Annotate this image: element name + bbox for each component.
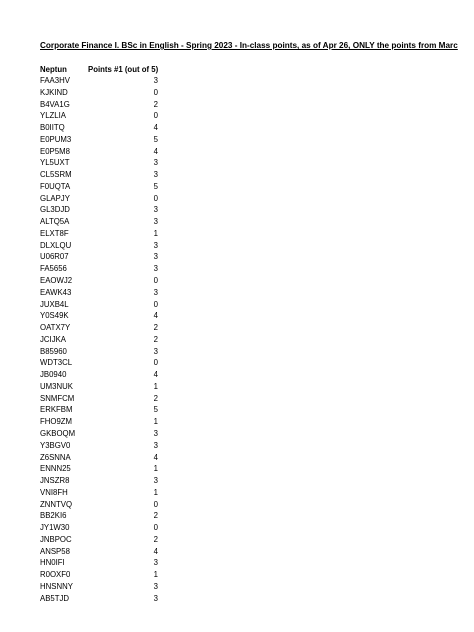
neptun-code-cell: ELXT8F [40, 228, 69, 238]
neptun-code-cell: Y0S49K [40, 311, 69, 321]
neptun-code-cell: BB2KI6 [40, 511, 67, 521]
points-cell: 1 [153, 228, 158, 238]
points-cell: 0 [153, 87, 158, 97]
points-cell: 2 [153, 99, 158, 109]
table-row [40, 522, 158, 534]
table-row [40, 299, 158, 311]
points-cell: 0 [153, 193, 158, 203]
neptun-code-cell: KJKIND [40, 87, 68, 97]
neptun-code-cell: EAOWJ2 [40, 276, 73, 286]
points-cell: 2 [153, 323, 158, 333]
table-row [40, 428, 158, 440]
points-cell: 1 [153, 570, 158, 580]
table-row [40, 546, 158, 558]
points-cell: 3 [153, 240, 158, 250]
neptun-code-cell: ALTQ5A [40, 217, 70, 227]
table-row [40, 134, 158, 146]
table-row [40, 369, 158, 381]
points-cell: 3 [153, 252, 158, 262]
points-cell: 0 [153, 276, 158, 286]
points-cell: 0 [153, 523, 158, 533]
neptun-code-cell: ANSP58 [40, 546, 70, 556]
points-cell: 3 [153, 158, 158, 168]
table-row [40, 487, 158, 499]
neptun-code-cell: R0OXF0 [40, 570, 71, 580]
points-cell: 3 [153, 76, 158, 85]
points-cell: 0 [153, 358, 158, 368]
neptun-code-cell: B0IITQ [40, 123, 65, 133]
table-row [40, 334, 158, 346]
neptun-code-cell: U06R07 [40, 252, 69, 262]
table-row [40, 475, 158, 487]
points-cell: 0 [153, 111, 158, 121]
table-row [40, 181, 158, 193]
column-header-points: Points #1 (out of 5) [88, 65, 159, 74]
neptun-code-cell: EAWK43 [40, 287, 72, 297]
points-cell: 4 [153, 546, 158, 556]
neptun-code-cell: YLZLIA [40, 111, 67, 121]
neptun-code-cell: JNSZR8 [40, 476, 70, 486]
neptun-code-cell: JB0940 [40, 370, 67, 380]
points-cell: 4 [153, 123, 158, 133]
neptun-code-cell: VNI8FH [40, 487, 68, 497]
table-row [40, 346, 158, 358]
points-cell: 2 [153, 511, 158, 521]
points-cell: 3 [153, 558, 158, 568]
neptun-code-cell: SNMFCM [40, 393, 75, 403]
neptun-code-cell: DLXLQU [40, 240, 72, 250]
points-cell: 3 [153, 287, 158, 297]
points-cell: 0 [153, 499, 158, 509]
points-cell: 5 [153, 134, 158, 144]
neptun-code-cell: GLAPJY [40, 193, 70, 203]
points-cell: 2 [153, 393, 158, 403]
points-cell: 3 [153, 205, 158, 215]
table-row [40, 510, 158, 522]
table-row [40, 157, 158, 169]
table-row [40, 357, 158, 369]
points-cell: 3 [153, 346, 158, 356]
table-row [40, 204, 158, 216]
neptun-code-cell: GL3DJD [40, 205, 70, 215]
table-row [40, 228, 158, 240]
neptun-code-cell: HN0IFI [40, 558, 65, 568]
table-row [40, 251, 158, 263]
table-row [40, 322, 158, 334]
table-row [40, 593, 158, 605]
table-row [40, 122, 158, 134]
points-cell: 5 [153, 405, 158, 415]
table-row [40, 463, 158, 475]
table-row [40, 87, 158, 99]
neptun-code-cell: ERKFBM [40, 405, 73, 415]
neptun-code-cell: UM3NUK [40, 381, 73, 391]
points-cell: 3 [153, 170, 158, 180]
table-row [40, 310, 158, 322]
points-cell: 3 [153, 264, 158, 274]
points-cell: 2 [153, 334, 158, 344]
neptun-code-cell: CL5SRM [40, 170, 72, 180]
sheet-title: Corporate Finance I. BSc in English - Spring 2023 - In-class points, as of Apr 26, ONLY the points from Marc [40, 41, 458, 50]
points-cell: 4 [153, 146, 158, 156]
table-row [40, 99, 158, 111]
points-cell: 2 [153, 534, 158, 544]
table-row [40, 416, 158, 428]
points-cell: 1 [153, 417, 158, 427]
neptun-code-cell: E0PUM3 [40, 134, 72, 144]
table-row [40, 534, 158, 546]
table-row [40, 581, 158, 593]
column-header-neptun: Neptun [40, 65, 67, 74]
table-row [40, 110, 158, 122]
neptun-code-cell: E0P5M8 [40, 146, 70, 156]
neptun-code-cell: OATX7Y [40, 323, 71, 333]
points-cell: 3 [153, 476, 158, 486]
table-row [40, 169, 158, 181]
points-cell: 3 [153, 593, 158, 603]
table-row [40, 240, 158, 252]
neptun-code-cell: GKBOQM [40, 428, 76, 438]
table-row [40, 146, 158, 158]
table-row [40, 216, 158, 228]
table-body [40, 75, 158, 604]
table-row [40, 499, 158, 511]
table-row [40, 557, 158, 569]
table-row [40, 393, 158, 405]
points-cell: 0 [153, 299, 158, 309]
neptun-code-cell: FAA3HV [40, 76, 70, 85]
neptun-code-cell: FA5656 [40, 264, 67, 274]
neptun-code-cell: AB5TJD [40, 593, 70, 603]
neptun-code-cell: JUXB4L [40, 299, 69, 309]
neptun-code-cell: WDT3CL [40, 358, 73, 368]
neptun-code-cell: ZNNTVQ [40, 499, 73, 509]
points-cell: 4 [153, 311, 158, 321]
points-cell: 1 [153, 381, 158, 391]
neptun-code-cell: JY1W30 [40, 523, 70, 533]
points-cell: 1 [153, 487, 158, 497]
table-row [40, 75, 158, 87]
neptun-code-cell: YL5UXT [40, 158, 70, 168]
neptun-code-cell: FHO9ZM [40, 417, 73, 427]
table-row [40, 452, 158, 464]
neptun-code-cell: JNBPOC [40, 534, 72, 544]
points-cell: 3 [153, 217, 158, 227]
points-cell: 3 [153, 428, 158, 438]
table-row [40, 193, 158, 205]
neptun-code-cell: ENNN25 [40, 464, 71, 474]
neptun-code-cell: HNSNNY [40, 581, 73, 591]
table-row [40, 569, 158, 581]
neptun-code-cell: B85960 [40, 346, 67, 356]
points-cell: 5 [153, 181, 158, 191]
table-row [40, 263, 158, 275]
points-cell: 3 [153, 440, 158, 450]
neptun-code-cell: Z6SNNA [40, 452, 71, 462]
points-cell: 3 [153, 581, 158, 591]
neptun-code-cell: F0UQTA [40, 181, 71, 191]
points-cell: 4 [153, 452, 158, 462]
points-cell: 4 [153, 370, 158, 380]
neptun-code-cell: B4VA1G [40, 99, 70, 109]
neptun-code-cell: Y3BGV0 [40, 440, 71, 450]
table-row [40, 404, 158, 416]
table-row [40, 287, 158, 299]
table-row [40, 275, 158, 287]
points-cell: 1 [153, 464, 158, 474]
neptun-code-cell: JCIJKA [40, 334, 66, 344]
table-row [40, 381, 158, 393]
table-row [40, 440, 158, 452]
